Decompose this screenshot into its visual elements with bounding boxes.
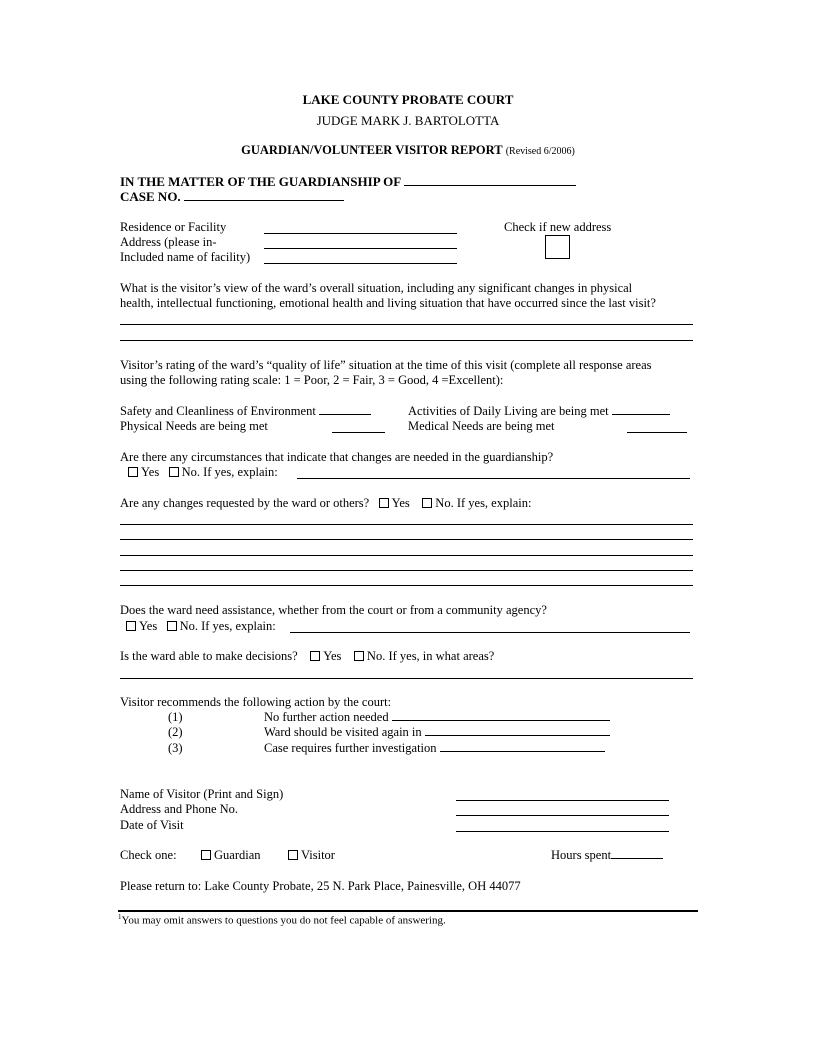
activities-rating-field[interactable] — [612, 404, 670, 415]
recommend-item-2 — [264, 725, 610, 740]
assistance-no-label: No. If yes, explain: — [179, 619, 276, 633]
safety-label: Safety and Cleanliness of Environment — [120, 404, 316, 418]
guardianship-name-field[interactable] — [404, 175, 576, 186]
visitor-address-label: Address and Phone No. — [120, 802, 239, 816]
visitor-label: Visitor — [301, 848, 335, 862]
new-address-label: Check if new address — [504, 220, 612, 234]
residence-label: Residence or Facility — [120, 220, 227, 234]
recommend-item-3 — [264, 741, 605, 756]
rating-intro-line1: Visitor’s rating of the ward’s “quality of life” situation at the time of this visit (complete all response areas — [120, 358, 652, 372]
recommend-item-1 — [264, 710, 610, 725]
recommend-item-3-field[interactable] — [440, 741, 605, 752]
hours-spent-field[interactable] — [611, 848, 663, 859]
recommend-item-number: (2) — [168, 725, 183, 739]
assistance-no-checkbox[interactable] — [167, 621, 177, 631]
decisions-answer-line[interactable] — [120, 678, 693, 679]
guardianship-of-line — [120, 174, 576, 190]
footnote — [118, 913, 446, 927]
footnote-text: You may omit answers to questions you do not feel capable of answering. — [121, 914, 446, 927]
physical-label: Physical Needs are being met — [120, 419, 268, 433]
hours-spent-row — [551, 848, 663, 863]
changes-no-label: No. If yes, explain: — [435, 496, 532, 510]
visitor-name-label: Name of Visitor (Print and Sign) — [120, 787, 284, 801]
changes-answer-line[interactable] — [120, 585, 693, 586]
circumstances-yes-checkbox[interactable] — [128, 467, 138, 477]
address-label: Address (please in- — [120, 235, 217, 249]
recommend-item-number: (1) — [168, 710, 183, 724]
overall-answer-line[interactable] — [120, 340, 693, 341]
medical-label: Medical Needs are being met — [408, 419, 555, 433]
revised-date: (Revised 6/2006) — [505, 146, 575, 157]
visit-date-label: Date of Visit — [120, 818, 184, 832]
guardianship-label: IN THE MATTER OF THE GUARDIANSHIP OF — [120, 174, 401, 189]
safety-rating-field[interactable] — [319, 404, 371, 415]
assistance-question: Does the ward need assistance, whether from the court or from a community agency? — [120, 603, 547, 617]
case-number-field[interactable] — [184, 190, 344, 201]
assistance-yes-label: Yes — [139, 619, 158, 633]
address-field[interactable] — [264, 248, 457, 249]
changes-answer-line[interactable] — [120, 555, 693, 556]
facility-name-label: Included name of facility) — [120, 250, 251, 264]
recommend-item-text: No further action needed — [264, 710, 389, 724]
recommend-item-number: (3) — [168, 741, 183, 755]
report-title-text: GUARDIAN/VOLUNTEER VISITOR REPORT — [241, 143, 503, 157]
court-name: LAKE COUNTY PROBATE COURT — [302, 92, 514, 107]
changes-yes-label: Yes — [391, 496, 410, 510]
visitor-name-field[interactable] — [456, 800, 669, 801]
decisions-yes-label: Yes — [323, 649, 342, 663]
new-address-checkbox[interactable] — [545, 235, 570, 259]
activities-rating-row — [408, 404, 670, 419]
guardian-option — [201, 848, 261, 863]
guardian-label: Guardian — [214, 848, 261, 862]
visitor-checkbox[interactable] — [288, 850, 298, 860]
residence-field[interactable] — [264, 233, 457, 234]
changes-answer-line[interactable] — [120, 524, 693, 525]
decisions-yes-checkbox[interactable] — [310, 651, 320, 661]
medical-rating-field[interactable] — [627, 432, 687, 433]
footnote-divider — [118, 910, 698, 912]
changes-answer-line[interactable] — [120, 539, 693, 540]
assistance-explain-field[interactable] — [290, 632, 690, 633]
decisions-no-checkbox[interactable] — [354, 651, 364, 661]
assistance-options — [126, 619, 276, 634]
circumstances-yes-label: Yes — [141, 465, 160, 479]
visit-date-field[interactable] — [456, 831, 669, 832]
decisions-no-label: No. If yes, in what areas? — [366, 649, 495, 663]
activities-label: Activities of Daily Living are being met — [408, 404, 609, 418]
recommend-item-2-field[interactable] — [425, 725, 610, 736]
changes-answer-line[interactable] — [120, 570, 693, 571]
judge-name: JUDGE MARK J. BARTOLOTTA — [316, 113, 500, 128]
changes-question-row — [120, 496, 531, 511]
recommend-item-1-field[interactable] — [392, 710, 610, 721]
circumstances-no-checkbox[interactable] — [169, 467, 179, 477]
rating-intro-line2: using the following rating scale: 1 = Poor, 2 = Fair, 3 = Good, 4 =Excellent): — [120, 373, 504, 387]
changes-no-checkbox[interactable] — [422, 498, 432, 508]
decisions-question-row — [120, 649, 494, 664]
circumstances-question: Are there any circumstances that indicate that changes are needed in the guardianship? — [120, 450, 554, 464]
decisions-question: Is the ward able to make decisions? — [120, 649, 298, 663]
guardian-checkbox[interactable] — [201, 850, 211, 860]
assistance-yes-checkbox[interactable] — [126, 621, 136, 631]
circumstances-no-label: No. If yes, explain: — [181, 465, 278, 479]
visitor-option — [288, 848, 335, 863]
return-address: Please return to: Lake County Probate, 25 N. Park Place, Painesville, OH 44077 — [120, 879, 521, 893]
case-label: CASE NO. — [120, 189, 181, 204]
visitor-address-field[interactable] — [456, 815, 669, 816]
changes-question: Are any changes requested by the ward or others? — [120, 496, 370, 510]
changes-yes-checkbox[interactable] — [379, 498, 389, 508]
facility-field[interactable] — [264, 263, 457, 264]
report-title — [0, 143, 816, 158]
check-one-label: Check one: — [120, 848, 177, 862]
circumstances-options — [128, 465, 278, 480]
safety-rating-row — [120, 404, 371, 419]
recommend-item-text: Case requires further investigation — [264, 741, 437, 755]
case-number-line — [120, 189, 344, 205]
recommend-item-text: Ward should be visited again in — [264, 725, 422, 739]
footnote-mark: 1 — [118, 913, 122, 921]
circumstances-explain-field[interactable] — [297, 478, 690, 479]
recommend-intro: Visitor recommends the following action by the court: — [120, 695, 392, 709]
overall-question-line1: What is the visitor’s view of the ward’s overall situation, including any significant changes in physical — [120, 281, 633, 295]
hours-spent-label: Hours spent — [551, 848, 612, 862]
overall-answer-line[interactable] — [120, 324, 693, 325]
overall-question-line2: health, intellectual functioning, emotional health and living situation that have occurred since the last visit? — [120, 296, 656, 310]
physical-rating-field[interactable] — [332, 432, 385, 433]
